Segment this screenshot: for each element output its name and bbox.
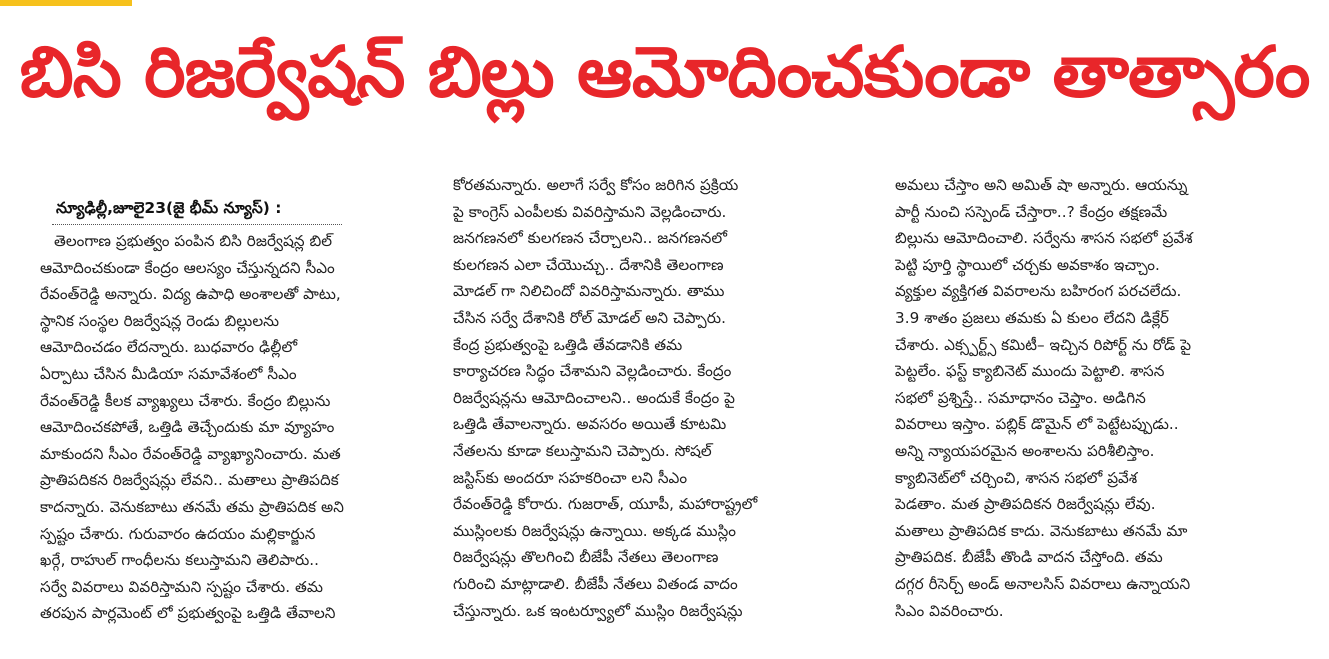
article-line: సర్వే వివరాలు వివరిస్తామని స్పష్టం చేశారు. తమ bbox=[40, 577, 323, 596]
article-line: జనగణనలో కులగణన చేర్చాలని.. జనగణనలో bbox=[453, 229, 728, 248]
corner-color-mark bbox=[0, 0, 132, 6]
article-line: పై కాంగ్రెస్ ఎంపీలకు వివరిస్తామని వెల్లడించారు. bbox=[453, 202, 727, 221]
article-line: రేవంత్‌రెడ్డి కీలక వ్యాఖ్యలు చేశారు. కేంద్రం బిల్లును bbox=[40, 391, 331, 410]
article-line: స్పష్టం చేశారు. గురువారం ఉదయం మల్లికార్జున bbox=[40, 524, 316, 543]
article-line: సభలో ప్రశ్నిస్తే.. సమాధానం చెప్తాం. అడిగిన bbox=[895, 388, 1146, 407]
article-line: దగ్గర రీసెర్చ్ అండ్ అనాలసిస్ వివరాలు ఉన్నాయని bbox=[895, 574, 1191, 593]
headline bbox=[0, 10, 1329, 150]
article-line: ముస్లింలకు రిజర్వేషన్లు ఉన్నాయి. అక్కడ ముస్లిం bbox=[453, 521, 737, 540]
article-line: రిజర్వేషన్లు తొలగించి బీజేపీ నేతలు తెలంగాణ bbox=[453, 548, 719, 567]
article-line: పెట్టి పూర్తి స్థాయిలో చర్చకు అవకాశం ఇచ్చాం. bbox=[895, 255, 1160, 274]
article-line: 3.9 శాతం ప్రజలు తమకు ఏ కులం లేదని డిక్లేర్ bbox=[895, 308, 1169, 327]
article-line: బిల్లును ఆమోదించాలి. సర్వేను శాసన సభలో ప్రవేశ bbox=[895, 229, 1193, 248]
article-line: కాదన్నారు. వెనుకబాటు తనమే తమ ప్రాతిపదిక అని bbox=[40, 497, 344, 516]
article-line: కార్యాచరణ సిద్ధం చేశామని వెల్లడించారు. కేంద్రం bbox=[453, 362, 732, 381]
article-line: జస్టిస్‌కు అందరూ సహకరించా లని సీఎం bbox=[453, 468, 688, 487]
article-line: మోడల్ గా నిలిచిందో వివరిస్తామన్నారు. తాము bbox=[453, 282, 725, 301]
article-line: ప్రాతిపదికన రిజర్వేషన్లు లేవని.. మతాలు ప్రాతిపదిక bbox=[40, 471, 339, 490]
article-line: ప్రాతిపదిక. బీజేపీ తొండి వాదన చేస్తోంది. తమ bbox=[895, 548, 1163, 567]
article-line: రేవంత్‌రెడ్డి కోరారు. గుజరాత్, యూపీ, మహారాష్ట్రలో bbox=[453, 495, 758, 514]
article-column-1 bbox=[40, 228, 456, 627]
article-line: కులగణన ఎలా చేయొచ్చు.. దేశానికి తెలంగాణ bbox=[453, 255, 724, 274]
article-line: స్థానిక సంస్థల రిజర్వేషన్ల రెండు బిల్లులను bbox=[40, 311, 280, 330]
article-line: పెడతాం. మత ప్రాతిపదికన రిజర్వేషన్లు లేవు. bbox=[895, 495, 1156, 514]
article-line: ఆమోదించడం లేదన్నారు. బుధవారం ఢిల్లీలో bbox=[40, 338, 298, 357]
article-line: క్యాబినెట్‌లో చర్చించి, శాసన సభలో ప్రవేశ bbox=[895, 468, 1138, 487]
article-column-3 bbox=[895, 172, 1311, 624]
article-line: మాకుందని సీఎం రేవంత్‌రెడ్డి వ్యాఖ్యానించారు. మత bbox=[40, 444, 341, 463]
article-line: ఖర్గే, రాహుల్ గాంధీలను కలుస్తామని తెలిపారు.. bbox=[40, 551, 320, 570]
article-line: పెట్టలేం. ఫస్ట్ క్యాబినెట్ ముందు పెట్టాలి. శాసన bbox=[895, 362, 1165, 381]
article-line: చేస్తున్నారు. ఒక ఇంటర్వ్యూలో ముస్లిం రిజర్వేషన్లు bbox=[453, 601, 743, 620]
article-line: అమలు చేస్తాం అని అమిత్ షా అన్నారు. ఆయన్ను bbox=[895, 176, 1188, 194]
article-line: ఒత్తిడి తేవాలన్నారు. అవసరం అయితే కూటమి bbox=[453, 415, 727, 434]
article-line: తెలంగాణ ప్రభుత్వం పంపిన బిసి రిజర్వేషన్ల బిల్ bbox=[54, 232, 333, 250]
article-line: ఏర్పాటు చేసిన మీడియా సమావేశంలో సీఎం bbox=[40, 364, 297, 383]
article-line: అన్ని న్యాయపరమైన అంశాలను పరిశీలిస్తాం. bbox=[895, 441, 1155, 460]
article-line: సిఎం వివరించారు. bbox=[895, 601, 1004, 620]
headline-text: బిసి రిజర్వేషన్ బిల్లు ఆమోదించకుండా తాత్సారం bbox=[19, 30, 1310, 113]
article-line: పార్టీ నుంచి సస్పెండ్ చేస్తారా..? కేంద్రం తక్షణమే bbox=[895, 202, 1168, 221]
article-line: వ్యక్తుల వ్యక్తిగత వివరాలను బహిరంగ పరచలేదు. bbox=[895, 282, 1182, 301]
article-line: చేసిన సర్వే దేశానికి రోల్ మోడల్ అని చెప్పారు. bbox=[453, 308, 726, 327]
article-line: చేశారు. ఎక్స్పర్ట్స్ కమిటీ– ఇచ్చిన రిపోర్ట్ ను రోడ్ పై bbox=[895, 335, 1192, 354]
article-line: కోరతమన్నారు. అలాగే సర్వే కోసం జరిగిన ప్రక్రియ bbox=[453, 176, 739, 194]
dateline-underline bbox=[52, 224, 342, 225]
article-line: వివరాలు ఇస్తాం. పబ్లిక్ డొమైన్ లో పెట్టేటప్పుడు.. bbox=[895, 415, 1179, 434]
article-line: తరపున పార్లమెంట్ లో ప్రభుత్వంపై ఒత్తిడి తేవాలని bbox=[40, 604, 336, 623]
article-line: మతాలు ప్రాతిపదిక కాదు. వెనుకబాటు తనమే మా bbox=[895, 521, 1188, 540]
dateline: న్యూఢిల్లీ,జూలై23(జై భీమ్ న్యూస్) : bbox=[56, 199, 282, 217]
article-line: రేవంత్‌రెడ్డి అన్నారు. విద్య ఉపాధి అంశాలతో పాటు, bbox=[40, 285, 341, 304]
article-line: ఆమోదించకుండా కేంద్రం ఆలస్యం చేస్తున్నదని సీఎం bbox=[40, 258, 335, 277]
article-line: నేతలను కూడా కలుస్తామని చెప్పారు. సోషల్ bbox=[453, 441, 712, 460]
article-line: కేంద్ర ప్రభుత్వంపై ఒత్తిడి తేవడానికి తమ bbox=[453, 335, 683, 354]
article-line: గురించి మాట్లాడాలి. బీజేపీ నేతలు వితండ వాదం bbox=[453, 574, 738, 593]
article-column-2 bbox=[453, 172, 869, 624]
article-line: రిజర్వేషన్లను ఆమోదించాలని.. అందుకే కేంద్రం పై bbox=[453, 388, 735, 407]
article-line: ఆమోదించకపోతే, ఒత్తిడి తెచ్చేందుకు మా వ్యూహం bbox=[40, 418, 335, 437]
